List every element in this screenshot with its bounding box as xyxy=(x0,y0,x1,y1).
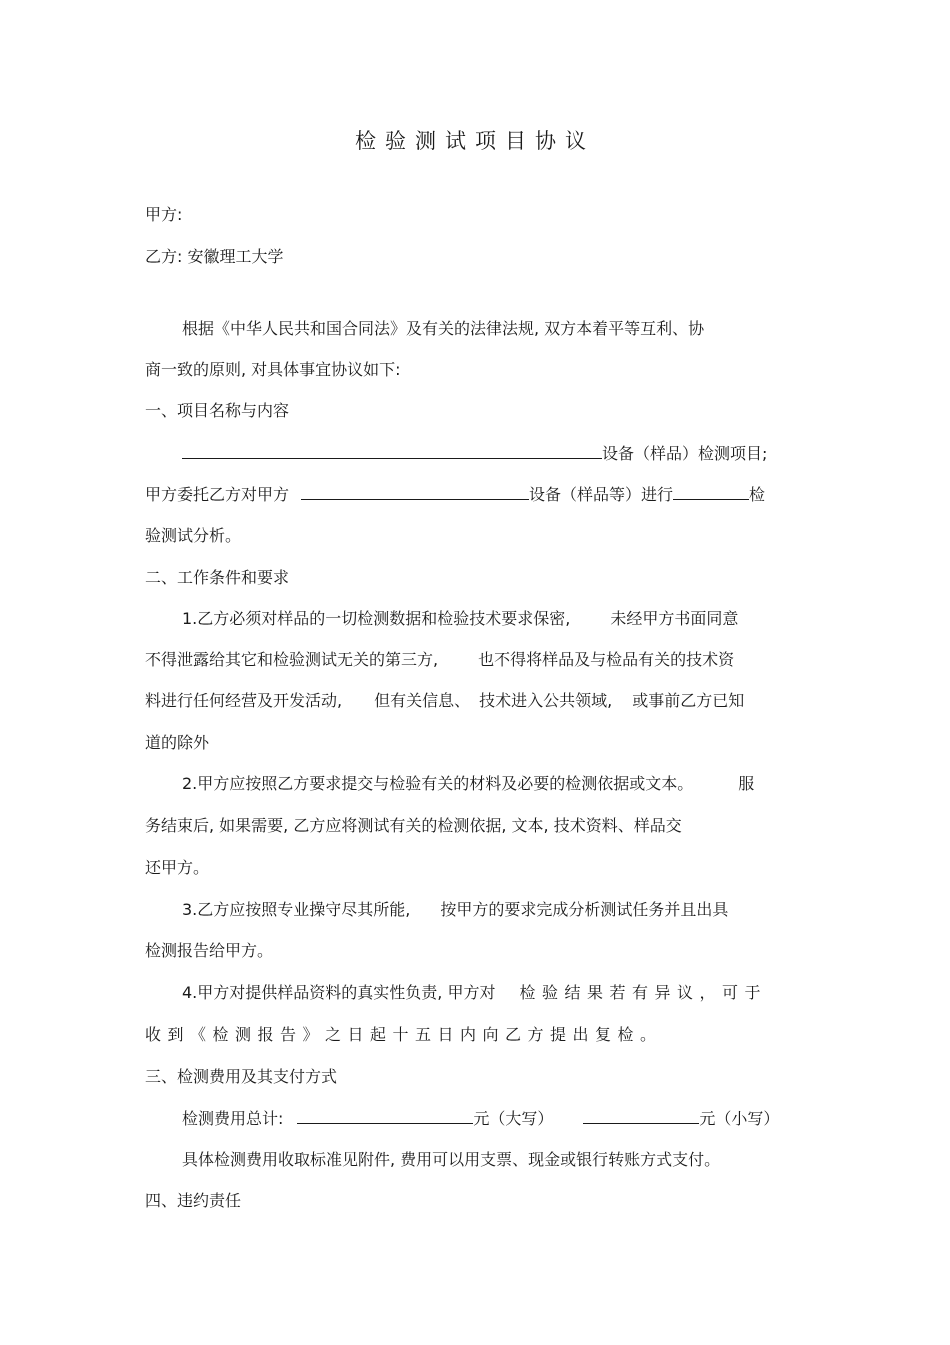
clause-3-line-1 xyxy=(182,899,728,921)
page-title: 检验测试项目协议 xyxy=(355,129,595,153)
section-2-heading: 二、工作条件和要求 xyxy=(145,568,290,587)
project-name-blank[interactable] xyxy=(182,442,602,459)
clause-1-text: 或事前乙方已知 xyxy=(632,691,745,710)
fee-upper-unit: 元（大写） xyxy=(473,1109,554,1128)
section-3-heading: 三、检测费用及其支付方式 xyxy=(145,1067,338,1086)
fee-label: 检测费用总计: xyxy=(182,1109,284,1128)
section-1-heading: 一、项目名称与内容 xyxy=(145,401,290,420)
fee-line xyxy=(182,1107,779,1129)
clause-2-line-3: 还甲方。 xyxy=(145,858,210,877)
clause-4-text: 4.甲方对提供样品资料的真实性负责, 甲方对 xyxy=(182,983,496,1002)
fee-lower-unit: 元（小写） xyxy=(699,1109,780,1128)
project-item-suffix: 设备（样品）检测项目; xyxy=(602,444,768,463)
clause-1-line-1 xyxy=(182,608,738,630)
clause-3-text: 3.乙方应按照专业操守尽其所能, xyxy=(182,900,411,919)
clause-4-line-2: 收到《检测报告》之日起十五日内向乙方提出复检。 xyxy=(145,1025,663,1044)
fee-upper-blank[interactable] xyxy=(297,1107,473,1124)
clause-4-text: 检验结果若有异议，可于 xyxy=(519,983,767,1002)
entrust-text-c: 检 xyxy=(749,485,766,504)
analysis-blank[interactable] xyxy=(673,483,749,500)
intro-line-2: 商一致的原则, 对具体事宜协议如下: xyxy=(145,360,401,379)
entrust-text-a: 甲方委托乙方对甲方 xyxy=(145,485,290,504)
clause-2-line-1 xyxy=(182,773,754,795)
clause-2-text: 2.甲方应按照乙方要求提交与检验有关的材料及必要的检测依据或文本。 xyxy=(182,774,694,793)
project-name-line xyxy=(182,442,767,464)
clause-3-text: 按甲方的要求完成分析测试任务并且出具 xyxy=(440,900,729,919)
intro-line-1: 根据《中华人民共和国合同法》及有关的法律法规, 双方本着平等互利、协 xyxy=(182,319,705,338)
clause-4-line-1 xyxy=(182,982,767,1004)
clause-1-text: 1.乙方必须对样品的一切检测数据和检验技术要求保密, xyxy=(182,609,571,628)
payment-method: 具体检测费用收取标准见附件, 费用可以用支票、现金或银行转账方式支付。 xyxy=(182,1150,721,1169)
entrust-end: 验测试分析。 xyxy=(145,526,242,545)
clause-1-line-2 xyxy=(145,649,734,671)
party-b-label: 乙方: 安徽理工大学 xyxy=(145,247,284,266)
section-4-heading: 四、违约责任 xyxy=(145,1191,242,1210)
fee-lower-blank[interactable] xyxy=(583,1107,699,1124)
clause-1-text: 也不得将样品及与检品有关的技术资 xyxy=(478,650,735,669)
clause-1-text: 未经甲方书面同意 xyxy=(610,609,739,628)
clause-1-text: 技术进入公共领域, xyxy=(479,691,613,710)
clause-1-line-4: 道的除外 xyxy=(145,733,210,752)
clause-3-line-2: 检测报告给甲方。 xyxy=(145,941,274,960)
clause-2-text: 服 xyxy=(738,774,755,793)
clause-1-text: 但有关信息、 xyxy=(374,691,471,710)
clause-1-line-3 xyxy=(145,690,744,712)
clause-1-text: 不得泄露给其它和检验测试无关的第三方, xyxy=(145,650,439,669)
clause-1-text: 料进行任何经营及开发活动, xyxy=(145,691,343,710)
entrust-line xyxy=(145,483,765,505)
entrust-text-b: 设备（样品等）进行 xyxy=(529,485,674,504)
equipment-blank[interactable] xyxy=(301,483,529,500)
clause-2-line-2: 务结束后, 如果需要, 乙方应将测试有关的检测依据, 文本, 技术资料、样品交 xyxy=(145,816,682,835)
party-a-label: 甲方: xyxy=(145,205,183,224)
